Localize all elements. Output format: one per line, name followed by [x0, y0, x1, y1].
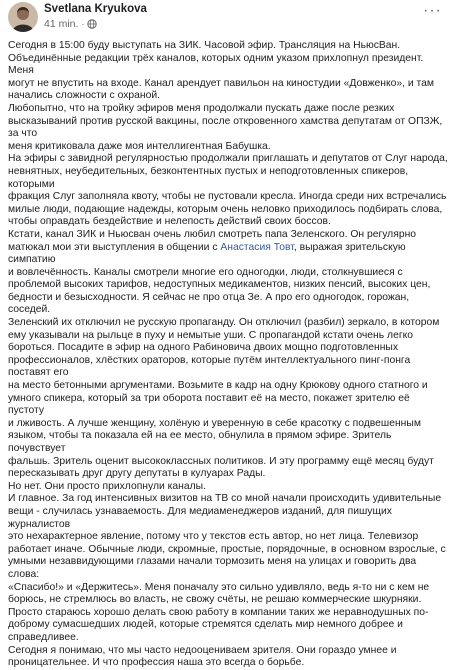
- post-text: [8, 40, 448, 670]
- post-line: фальшь. Зритель оценит высококлассных политиков. И эту программу ещё месяц будут: [8, 455, 434, 467]
- post-line: Объединённые редакции трёх каналов, которых одним указом прихлопнул президент. Меня: [8, 52, 424, 77]
- post-meta: [44, 18, 97, 30]
- post-line: меня критиковала даже моя интеллигентная Бабушка.: [8, 140, 271, 152]
- post-line-suffix: , выражая зрительскую симпатию: [8, 241, 406, 266]
- post-line-with-mention: [8, 242, 448, 267]
- post-line: работает иначе. Обычные люди, скромные, простые, порядочные, в основном взрослые, с: [8, 543, 446, 555]
- post-line: и вовлечённость. Каналы смотрели многие его одногодки, люди, столкнувшиеся с: [8, 266, 403, 278]
- post-line: на место бетонными аргументами. Возьмите в кадр на одну Крюкову одного статного и: [8, 380, 428, 392]
- post-line: Кстати, канал ЗИК и Ньюсван очень любил смотреть папа Зеленского. Он регулярно: [8, 228, 417, 240]
- post-line: умного спикера, который за три оборота поставит её на место, покажет зрителю её пустоту: [8, 392, 410, 417]
- post-line: профессионалов, хлёстких ораторов, которые путём интеллектуального пинг-понга поставят его: [8, 354, 411, 379]
- post-line-prefix: матюкал мои эти выступления в общении с: [8, 241, 221, 253]
- post-line: ему указывали на рыльце в пуху и немытые уши. С пропагандой кстати очень легко: [8, 329, 413, 341]
- post-line: «Спасибо!» и «Держитесь». Меня поначалу это сильно удивляло, ведь я-то ни с кем не: [8, 581, 430, 593]
- post-line: На эфиры с завидной регулярностью продолжали приглашать и депутатов от Слуг народа,: [8, 153, 448, 165]
- post-line: это нехарактерное явление, потому что у текстов есть автор, но нет лица. Телевизор: [8, 531, 419, 543]
- mention-link[interactable]: Анастасия Товт: [220, 241, 294, 253]
- post-line: И главное. За год интенсивных визитов на ТВ со мной начали происходить удивительные: [8, 493, 442, 505]
- post-line: могут не впустить на входе. Канал арендует павильон на киностудии «Довженко», и там: [8, 77, 435, 89]
- globe-icon: [87, 19, 97, 29]
- post-line: милые люди, подающие надежды, которым очень неловко приходилось подбирать слова,: [8, 203, 443, 215]
- post-line: бороться. Посадите в эфир на одного Рабиновича двоих мощно подготовленных: [8, 342, 399, 354]
- post-line: пересказывать друг другу депутаты в кулуарах Рады.: [8, 468, 266, 480]
- post-line: Сегодня в 15:00 буду выступать на ЗИК. Часовой эфир. Трансляция на НьюсВан.: [8, 40, 401, 51]
- post-line: Любопытно, что на тройку эфиров меня продолжали пускать даже после резких: [8, 102, 395, 114]
- meta-separator: ·: [81, 19, 85, 29]
- post-line: языком, чтобы та показала ей на ее место, обнулила в прямом эфире. Зритель почувствует: [8, 430, 392, 454]
- post-line: проблемой высоких тарифов, недоступных медикаментов, низких пенсий, высоких цен,: [8, 279, 431, 291]
- author-name[interactable]: Svetlana Kryukova: [44, 3, 147, 15]
- post-line: невнятных, неубедительных, безконтентных пустых и неподготовленных спикеров, которыми: [8, 165, 409, 190]
- post-line: Но нет. Они просто прихлопнули каналы.: [8, 480, 206, 492]
- post-line: вещи - случилась узнаваемость. Для медиаменеджеров изданий, для пишущих журналистов: [8, 505, 392, 530]
- more-options-icon[interactable]: ···: [423, 2, 442, 19]
- post-time[interactable]: 41 min.: [44, 18, 79, 30]
- post-line: бедности и безысходности. Я сейчас не про отца Зе. А про его одногодок, горожан, соседей.: [8, 291, 410, 316]
- post-line: начались сложности с охраной.: [8, 90, 161, 102]
- avatar[interactable]: [8, 2, 38, 32]
- post-line: Зеленский их отключил не русскую пропаганду. Он отключил (разбил) зеркало, в котором: [8, 317, 440, 329]
- post-line: Сегодня я понимаю, что мы часто недооцениваем зрителя. Они гораздо умнее и: [8, 644, 397, 656]
- post-line: чтобы оправдать бездействие и нелепость действий своих боссов.: [8, 216, 331, 228]
- post-header: [0, 0, 452, 44]
- post-line: умными незаввидующими глазами начали тормозить меня на улицах и говорить два слова:: [8, 556, 417, 580]
- post-line: проницательнее. И что профессия наша это всегда о борьбе.: [8, 657, 305, 669]
- post-line: справедливее.: [8, 631, 79, 643]
- post-line: и лживость. А лучше женщину, холёную и уверенную в себе красотку с подвешенным: [8, 417, 421, 429]
- post-line: фракция Слуг заполняла квоту, чтобы не пустовали кресла. Иногда среди них встречались: [8, 191, 447, 203]
- post-line: борюсь, не стремлюсь во власть, не свожу счёты, не решаю коммерческие шкурняки.: [8, 594, 422, 606]
- post-line: Просто стараюсь хорошо делать свою работу в компании таких же неравнодушных по-: [8, 606, 429, 618]
- post-line: высказываний против русской вакцины, после откровенного хамства депутатам от ОПЗЖ, за что: [8, 115, 443, 140]
- post-line: доброму сумасшедших людей, которые стремятся сделать мир немного добрее и: [8, 619, 403, 631]
